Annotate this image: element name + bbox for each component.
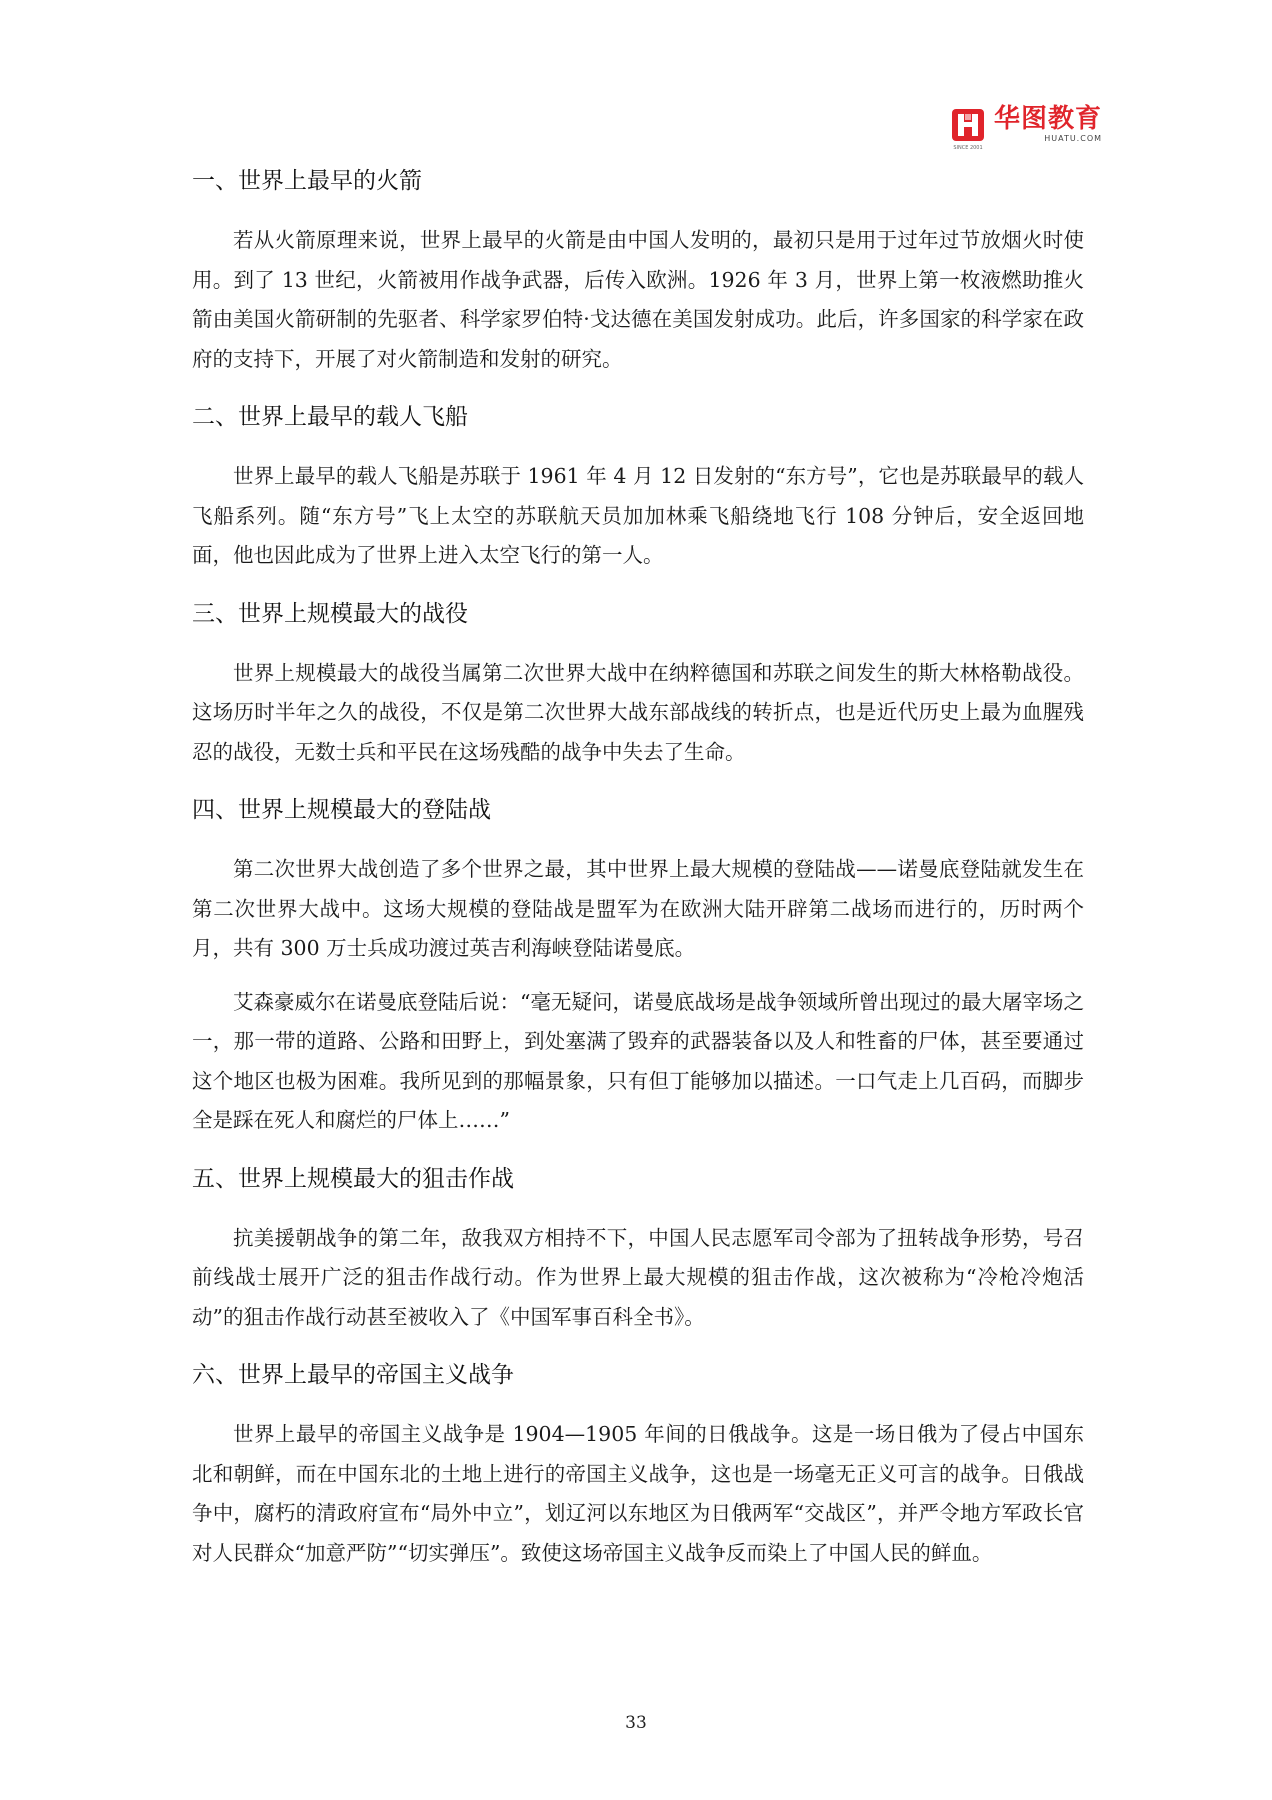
section-landing [192,792,1084,1141]
section-heading: 三、世界上规模最大的战役 [192,600,468,627]
section-heading: 二、世界上最早的载人飞船 [192,404,468,430]
section-paragraph: 艾森豪威尔在诺曼底登陆后说：“毫无疑问，诺曼底战场是战争领域所曾出现过的最大屠宰场之一，那一带的道路、公路和田野上，到处塞满了毁弃的武器装备以及人和牲畜的尸体，甚至要通过这个地区也极为困难。我所见到的那幅景象，只有但丁能够加以描述。一口气走上几百码，而脚步全是踩在死人和腐烂的尸体上……” [192,989,1084,1132]
document-body [192,163,1084,1587]
section-spacecraft [192,399,1084,576]
section-paragraph: 世界上最早的帝国主义战争是 1904—1905 年间的日俄战争。这是一场日俄为了侵占中国东北和朝鲜，而在中国东北的土地上进行的帝国主义战争，这也是一场毫无正义可言的战争。日俄战争中，腐朽的清政府宣布“局外中立”，划辽河以东地区为日俄两军“交战区”，并严令地方军政长官对人民群众“加意严防”“切实弹压”。致使这场帝国主义战争反而染上了中国人民的鲜血。 [192,1422,1084,1565]
section-paragraph: 世界上最早的载人飞船是苏联于 1961 年 4 月 12 日发射的“东方号”，它也是苏联最早的载人飞船系列。随“东方号”飞上太空的苏联航天员加加林乘飞船绕地飞行 108 分钟后，安全返回地面，他也因此成为了世界上进入太空飞行的第一人。 [192,464,1084,567]
section-heading: 一、世界上最早的火箭 [192,168,422,194]
section-heading: 五、世界上规模最大的狙击作战 [192,1165,514,1192]
section-heading: 六、世界上最早的帝国主义战争 [192,1362,514,1388]
section-paragraph: 若从火箭原理来说，世界上最早的火箭是由中国人发明的，最初只是用于过年过节放烟火时使用。到了 13 世纪，火箭被用作战争武器，后传入欧洲。1926 年 3 月，世界上第一枚液燃助推火箭由美国火箭研制的先驱者、科学家罗伯特·戈达德在美国发射成功。此后，许多国家的科学家在政府的支持下，开展了对火箭制造和发射的研究。 [192,228,1084,371]
section-rocket [192,163,1084,379]
logo-url: HUATU.COM [1044,134,1103,143]
section-imperialist-war [192,1357,1084,1573]
section-paragraph: 第二次世界大战创造了多个世界之最，其中世界上最大规模的登陆战——诺曼底登陆就发生在第二次世界大战中。这场大规模的登陆战是盟军为在欧洲大陆开辟第二战场而进行的，历时两个月，共有 300 万士兵成功渡过英吉利海峡登陆诺曼底。 [192,857,1084,960]
logo-name: 华图教育 [994,104,1103,134]
page-number: 33 [625,1713,647,1733]
logo-since: SINCE 2001 [953,144,983,151]
section-heading: 四、世界上规模最大的登陆战 [192,797,491,823]
section-largest-battle [192,596,1084,773]
huatu-logo-icon [950,107,986,151]
header-logo [950,104,1103,151]
section-paragraph: 世界上规模最大的战役当属第二次世界大战中在纳粹德国和苏联之间发生的斯大林格勒战役。这场历时半年之久的战役，不仅是第二次世界大战东部战线的转折点，也是近代历史上最为血腥残忍的战役，无数士兵和平民在这场残酷的战争中失去了生命。 [192,660,1084,764]
section-sniper [192,1161,1084,1338]
section-paragraph: 抗美援朝战争的第二年，敌我双方相持不下，中国人民志愿军司令部为了扭转战争形势，号召前线战士展开广泛的狙击作战行动。作为世界上最大规模的狙击作战，这次被称为“冷枪冷炮活动”的狙击作战行动甚至被收入了《中国军事百科全书》。 [192,1225,1084,1329]
